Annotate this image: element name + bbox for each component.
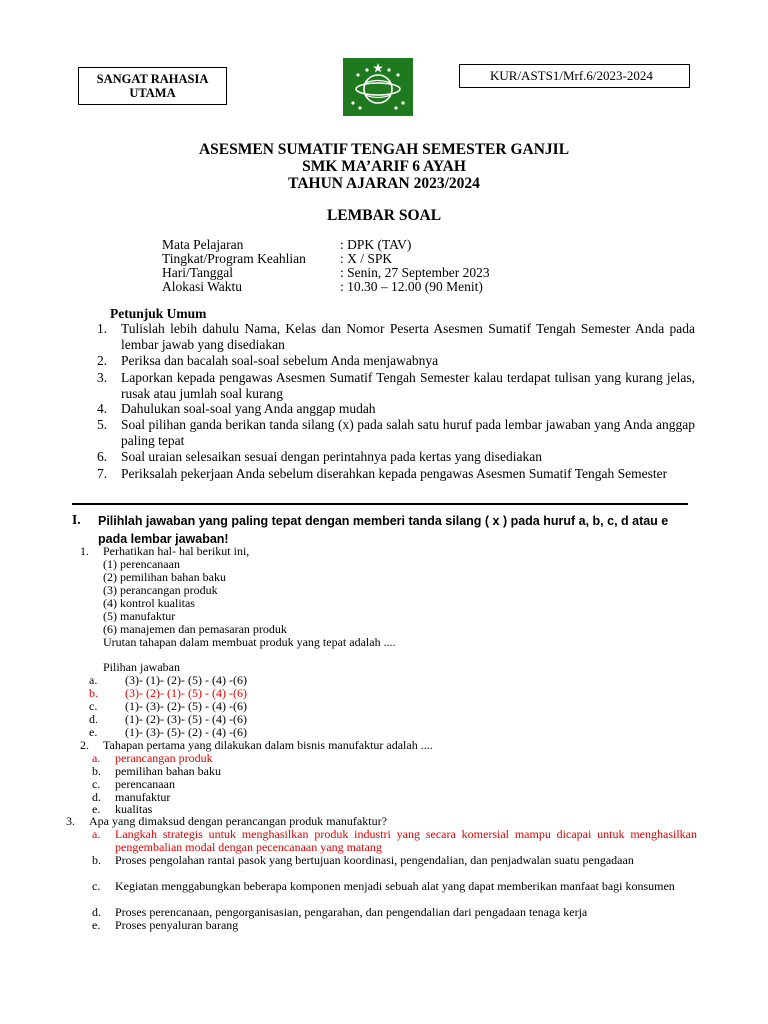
- question-text: Apa yang dimaksud dengan perancangan produk manufaktur?: [89, 814, 387, 828]
- option-text: Proses penyaluran barang: [115, 918, 239, 932]
- section-divider: [72, 503, 688, 505]
- option-text: manufaktur: [115, 790, 171, 804]
- option-text: kualitas: [115, 802, 153, 816]
- instruction-num: 7.: [97, 466, 108, 481]
- option-text-answer: Langkah strategis untuk menghasilkan produk industri yang secara komersial mampu dicapai untuk menghasilkan pengembalian modal dengan pecencanaan yang matang: [115, 827, 697, 854]
- info-value: : X / SPK: [340, 251, 393, 266]
- option-text: Kegiatan menggabungkan beberapa komponen menjadi sebuah alat yang dapat memberikan manfaat bagi konsumen: [115, 879, 675, 893]
- instruction-num: 3.: [97, 370, 108, 385]
- info-label: Tingkat/Program Keahlian: [162, 251, 306, 266]
- doc-code-box: [459, 64, 690, 88]
- option-letter-answer: b.: [89, 686, 98, 700]
- option-letter: a.: [89, 673, 98, 687]
- option-letter: c.: [89, 699, 98, 713]
- info-value: : Senin, 27 September 2023: [340, 265, 490, 280]
- question-prompt: Urutan tahapan dalam membuat produk yang tepat adalah ....: [103, 635, 396, 649]
- info-value: : 10.30 – 12.00 (90 Menit): [340, 279, 483, 294]
- doc-code: KUR/ASTS1/Mrf.6/2023-2024: [490, 68, 653, 83]
- option-text-answer: perancangan produk: [115, 751, 213, 765]
- instruction-num: 4.: [97, 401, 108, 416]
- option-letter: e.: [92, 802, 101, 816]
- option-letter: b.: [92, 764, 101, 778]
- sheet-title: LEMBAR SOAL: [326, 207, 442, 224]
- option-letter: c.: [92, 777, 101, 791]
- option-text: (3)- (1)- (2)- (5) - (4) -(6): [125, 673, 247, 687]
- info-label: Hari/Tanggal: [162, 265, 234, 280]
- option-letter: e.: [89, 725, 98, 739]
- instruction-text: Tulislah lebih dahulu Nama, Kelas dan Nomor Peserta Asesmen Sumatif Tengah Semester Anda pada lembar jawab yang disediakan: [121, 321, 695, 352]
- question-number: 3.: [66, 814, 75, 828]
- school-name: SMK MA’ARIF 6 AYAH: [302, 158, 466, 175]
- option-letter-answer: a.: [92, 751, 101, 765]
- option-letter: d.: [92, 790, 101, 804]
- instruction-num: 1.: [97, 321, 108, 336]
- instruction-text: Periksa dan bacalah soal-soal sebelum Anda menjawabnya: [121, 353, 439, 368]
- academic-year: TAHUN AJARAN 2023/2024: [288, 175, 480, 192]
- option-letter-answer: a.: [92, 827, 101, 841]
- section-number: I.: [72, 512, 81, 527]
- list-item: (3) perancangan produk: [103, 583, 218, 597]
- list-item: (2) pemilihan bahan baku: [103, 570, 226, 584]
- secret-label-box: [78, 67, 227, 105]
- option-letter: d.: [92, 905, 101, 919]
- list-item: (6) manajemen dan pemasaran produk: [103, 622, 287, 636]
- instruction-num: 5.: [97, 417, 108, 432]
- instruction-text: Laporkan kepada pengawas Asesmen Sumatif Tengah Semester kalau terdapat tulisan yang kurang jelas, rusak atau jumlah soal kurang: [121, 370, 695, 401]
- instruction-text: Periksalah pekerjaan Anda sebelum diserahkan kepada pengawas Asesmen Sumatif Tengah Semester: [121, 466, 668, 481]
- option-text: pemilihan bahan baku: [115, 764, 221, 778]
- option-letter: d.: [89, 712, 98, 726]
- instruction-text: Dahulukan soal-soal yang Anda anggap mudah: [121, 401, 376, 416]
- option-text: Proses pengolahan rantai pasok yang bertujuan koordinasi, pengendalian, dan penjadwalan suatu pengadaan: [115, 853, 634, 867]
- option-text: (1)- (2)- (3)- (5) - (4) -(6): [125, 712, 247, 726]
- option-letter: c.: [92, 879, 101, 893]
- section-instruction: Pilihlah jawaban yang paling tepat dengan memberi tanda silang ( x ) pada huruf a, b, c, d atau e pada lembar jawaban!: [98, 514, 669, 546]
- instructions-heading: Petunjuk Umum: [110, 306, 207, 321]
- question-number: 2.: [80, 738, 89, 752]
- instruction-text: Soal uraian selesaikan sesuai dengan perintahnya pada kertas yang disediakan: [121, 449, 542, 464]
- secret-label: SANGAT RAHASIA UTAMA: [96, 72, 209, 100]
- option-text-answer: (3)- (2)- (1)- (5) - (4) -(6): [125, 686, 247, 700]
- option-text: perencanaan: [115, 777, 175, 791]
- info-label: Mata Pelajaran: [162, 237, 244, 252]
- option-letter: b.: [92, 853, 101, 867]
- list-item: (4) kontrol kualitas: [103, 596, 195, 610]
- instruction-num: 6.: [97, 449, 108, 464]
- instruction-text: Soal pilihan ganda berikan tanda silang (x) pada salah satu huruf pada lembar jawaban yang Anda anggap paling tepat: [121, 417, 695, 448]
- info-label: Alokasi Waktu: [162, 279, 243, 294]
- question-number: 1.: [80, 544, 89, 558]
- info-value: : DPK (TAV): [340, 237, 412, 252]
- question-text: Perhatikan hal- hal berikut ini,: [103, 544, 250, 558]
- instruction-num: 2.: [97, 353, 108, 368]
- list-item: (1) perencanaan: [103, 557, 180, 571]
- option-text: (1)- (3)- (2)- (5) - (4) -(6): [125, 699, 247, 713]
- choices-label: Pilihan jawaban: [103, 660, 180, 674]
- list-item: (5) manufaktur: [103, 609, 176, 623]
- option-text: (1)- (3)- (5)- (2) - (4) -(6): [125, 725, 247, 739]
- exam-title: ASESMEN SUMATIF TENGAH SEMESTER GANJIL: [198, 141, 570, 158]
- question-text: Tahapan pertama yang dilakukan dalam bisnis manufaktur adalah ....: [103, 738, 433, 752]
- option-text: Proses perencanaan, pengorganisasian, pengarahan, dan pengendalian dari pengadaan tenaga kerja: [115, 905, 588, 919]
- nu-logo-icon: [343, 58, 413, 116]
- option-letter: e.: [92, 918, 101, 932]
